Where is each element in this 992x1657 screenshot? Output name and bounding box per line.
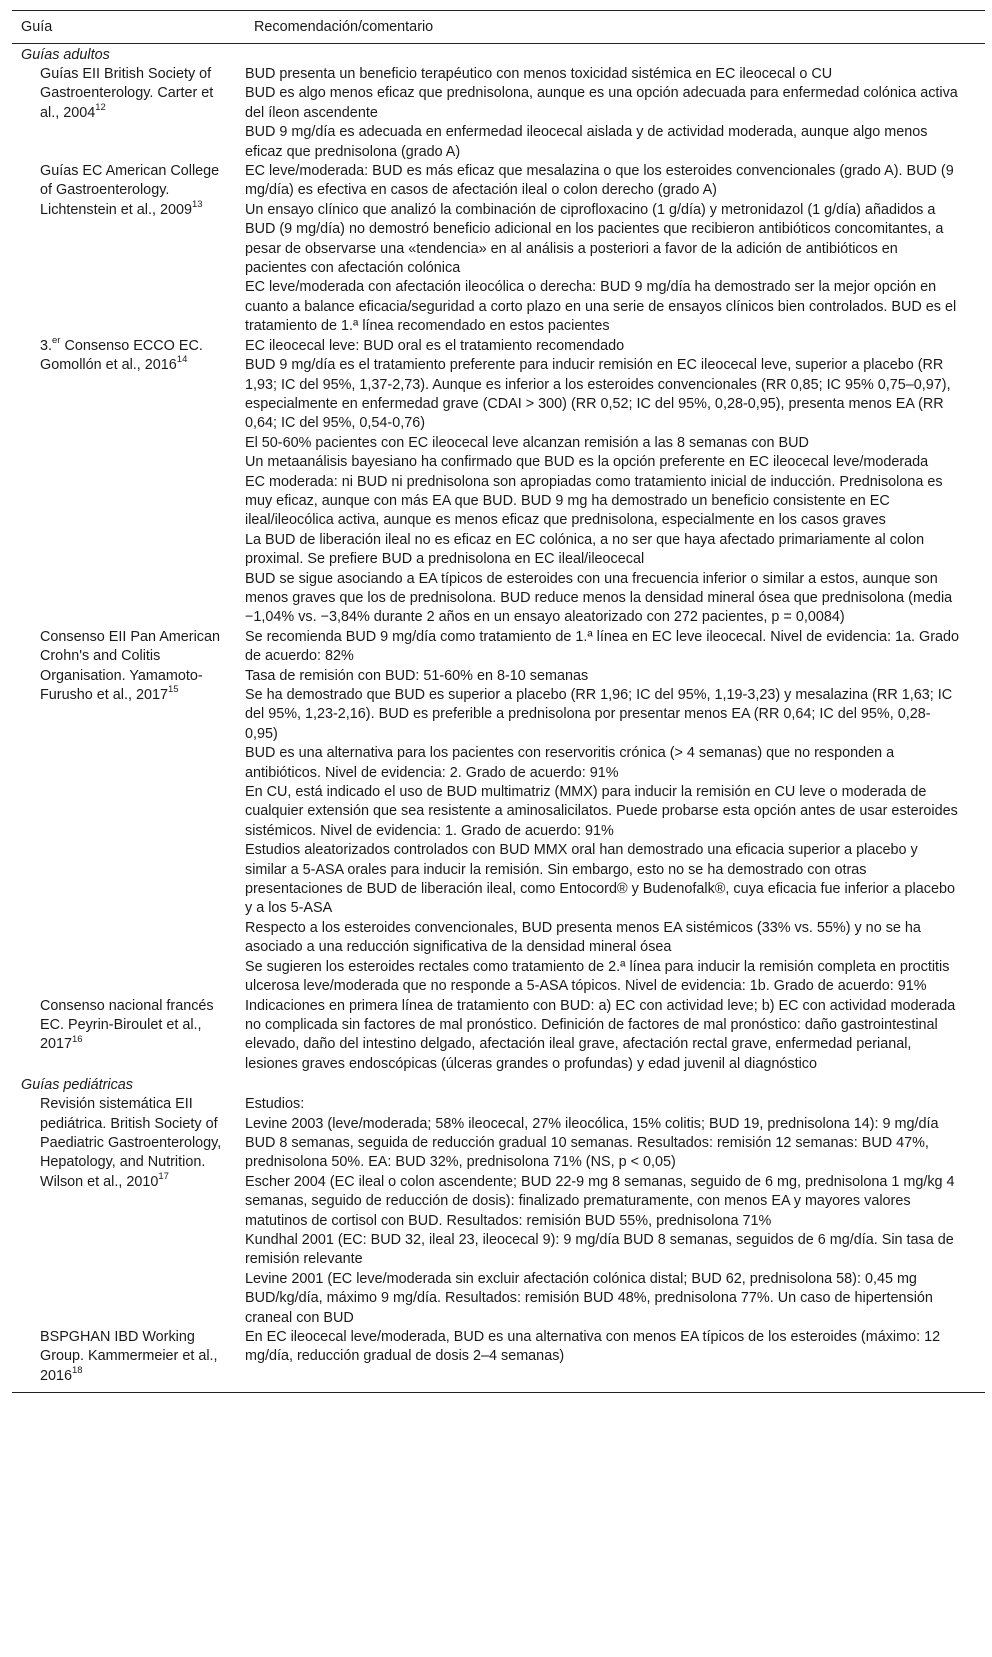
section-title: Guías pediátricas (21, 1077, 133, 1094)
recommendation-cell (245, 1328, 960, 1386)
table-row (12, 1328, 985, 1386)
recommendation-line: Estudios: (245, 1096, 305, 1113)
recommendation-line: En EC ileocecal leve/moderada, BUD es una alternativa con menos EA típicos de los esteroides (máximo: 12 mg/día, reducción gradual de dosis 2–4 semanas) (245, 1329, 941, 1365)
recommendation-line: Se sugieren los esteroides rectales como tratamiento de 2.ª línea para inducir la remisión completa en proctitis ulcerosa leve/moderada que no responde a 5-ASA tópicos. Nivel de evidencia: 1b. Grado de acuerdo: 91% (245, 958, 950, 995)
guide-name: Consenso ECCO EC. Gomollón et al., 2016 (40, 337, 203, 374)
recommendation-line: Un ensayo clínico que analizó la combinación de ciprofloxacino (1 g/día) y metronidazol (1 g/día) añadidos a BUD (9 mg/día) no demostró beneficio adicional en los pacientes que recibieron antibióticos concomitantes, a pesar de observarse una «tendencia» en al análisis a posteriori a favor de la adición de antibióticos en pacientes con afectación colónica (245, 201, 944, 277)
recommendation-line: Indicaciones en primera línea de tratamiento con BUD: a) EC con actividad leve; b) EC con actividad moderada no complicada sin factores de mal pronóstico. Definición de factores de mal pronóstico: daño gastrointestinal elevado, daño del intestino delgado, afectación ileal grave, afectación rectal grave, enfermedad perianal, lesiones graves endoscópicas (úlceras grandes o profundas) y edad juvenil al diagnóstico (245, 997, 956, 1072)
recommendation-line: Tasa de remisión con BUD: 51-60% en 8-10 semanas (245, 667, 589, 684)
recommendation-line: Respecto a los esteroides convencionales, BUD presenta menos EA sistémicos (33% vs. 55%) y no se ha asociado a una reducción significativa de la densidad mineral ósea (245, 919, 921, 956)
recommendation-line: Escher 2004 (EC ileal o colon ascendente; BUD 22-9 mg 8 semanas, seguido de 6 mg, prednisolona 1 mg/kg 4 semanas, seguido de reducción de dosis): finalizado prematuramente, con menos EA y mayores valores matutinos de cortisol con BUD. Resultados: remisión BUD 55%, prednisolona 71% (245, 1173, 955, 1229)
recommendation-cell (245, 1095, 960, 1328)
section-title: Guías adultos (21, 47, 110, 63)
recommendation-line: Se recomienda BUD 9 mg/día como tratamiento de 1.ª línea en EC leve ileocecal. Nivel de evidencia: 1a. Grado de acuerdo: 82% (245, 628, 960, 665)
recommendation-line: EC leve/moderada: BUD es más eficaz que mesalazina o que los esteroides convencionales (grado A). BUD (9 mg/día) es efectiva en casos de afectación ileal o colon derecho (grado A) (245, 163, 954, 199)
recommendations-table (12, 10, 985, 1393)
recommendation-line: EC moderada: ni BUD ni prednisolona son apropiadas como tratamiento inicial de inducción. Prednisolona es muy eficaz, aunque con más EA que BUD. BUD 9 mg ha demostrado un beneficio consistente en EC ileal/ileocólica activa, aunque es menos eficaz que prednisolona, especialmente en los casos graves (245, 473, 943, 529)
reference-number: 12 (95, 102, 106, 114)
guide-name: BSPGHAN IBD Working Group. Kammermeier et al., 2016 (40, 1329, 218, 1384)
recommendation-line: BUD 9 mg/día es el tratamiento preferente para inducir remisión en EC ileocecal leve, superior a placebo (RR 1,93; IC del 95%, 1,37-2,73). Aunque es inferior a los esteroides convencionales (RR 0,85; IC 95% 0,75–0,97), especialmente en enfermedad grave (CDAI > 300) (RR 0,52; IC del 95%, 0,28-0,95), presenta menos EA (RR 0,64; IC del 95%, 0,54-0,76) (245, 357, 951, 432)
table-row (12, 1095, 985, 1328)
guide-name: Consenso EII Pan American Crohn's and Colitis Organisation. Yamamoto-Furusho et al., 2017 (40, 628, 220, 703)
guide-name: Consenso nacional francés EC. Peyrin-Biroulet et al., 2017 (40, 997, 214, 1053)
header-recommendation: Recomendación/comentario (254, 19, 434, 35)
reference-number: 13 (192, 199, 203, 211)
table-body (12, 46, 985, 1386)
recommendation-line: BUD presenta un beneficio terapéutico con menos toxicidad sistémica en EC ileocecal o CU (245, 66, 833, 82)
reference-number: 15 (168, 684, 179, 696)
guide-name: Guías EC American College of Gastroenterology. Lichtenstein et al., 2009 (40, 163, 220, 218)
guide-cell (12, 1328, 235, 1386)
header-guide: Guía (21, 19, 53, 35)
recommendation-line: BUD es una alternativa para los pacientes con reservoritis crónica (> 4 semanas) que no responden a antibióticos. Nivel de evidencia: 2. Grado de acuerdo: 91% (245, 745, 895, 781)
recommendation-line: EC ileocecal leve: BUD oral es el tratamiento recomendado (245, 337, 625, 354)
guide-cell (12, 1095, 235, 1328)
recommendation-line: Se ha demostrado que BUD es superior a placebo (RR 1,96; IC del 95%, 1,19-3,23) y mesalazina (RR 1,63; IC del 95%, 1,23-2,16). BUD es preferible a prednisolona por presentar menos EA (RR 0,64; IC del 95%, 0,28-0,95) (245, 687, 953, 742)
table-header (12, 11, 985, 44)
recommendation-line: Kundhal 2001 (EC: BUD 32, ileal 23, ileocecal 9): 9 mg/día BUD 8 semanas, seguidos de 6 mg/día. Sin tasa de remisión relevante (245, 1231, 954, 1268)
guide-name: Revisión sistemática EII pediátrica. British Society of Paediatric Gastroenterology, Hepatology, and Nutrition. Wilson et al., 2010 (40, 1096, 222, 1190)
guide-prefix: 3. (40, 337, 53, 354)
recommendation-line: Levine 2001 (EC leve/moderada sin excluir afectación colónica distal; BUD 62, prednisolona 58): 0,45 mg BUD/kg/día, máximo 9 mg/día. Resultados: remisión BUD 48%, prednisolona 77%. Un caso de hipertensión craneal con BUD (245, 1270, 933, 1326)
recommendation-cell (245, 628, 960, 997)
recommendation-line: BUD se sigue asociando a EA típicos de esteroides con una frecuencia inferior o similar a estos, aunque son menos graves que los de prednisolona. BUD reduce menos la densidad mineral ósea que prednisolona (media −1,04% vs. −3,84% durante 2 años en un ensayo aleatorizado con 272 pacientes, p = 0,0084) (245, 570, 953, 626)
recommendation-cell (245, 337, 960, 628)
recommendation-line: BUD 9 mg/día es adecuada en enfermedad ileocecal aislada y de actividad moderada, aunque algo menos eficaz que prednisolona (grado A) (245, 124, 928, 160)
recommendation-cell (245, 162, 960, 337)
guide-prefix-superscript: er (52, 334, 61, 346)
guide-cell (12, 65, 235, 162)
recommendation-line: Estudios aleatorizados controlados con BUD MMX oral han demostrado una eficacia superior a placebo y similar a 5-ASA orales para inducir la remisión. Sin embargo, esto no se ha demostrado con otras presentaciones de BUD de liberación ileal, como Entocord® y Budenofalk®, cuya eficacia fue inferior a placebo y a los 5-ASA (245, 842, 955, 917)
recommendation-line: EC leve/moderada con afectación ileocólica o derecha: BUD 9 mg/día ha demostrado ser la mejor opción en cuanto a balance eficacia/seguridad a corto plazo en una serie de ensayos clínicos bien controlados. BUD es el tratamiento de 1.ª línea recomendado en estos pacientes (245, 279, 957, 335)
recommendation-line: Levine 2003 (leve/moderada; 58% ileocecal, 27% ileocólica, 15% colitis; BUD 19, prednisolona 14): 9 mg/día BUD 8 semanas, seguida de reducción gradual 10 semanas. Resultados: remisión 12 semanas: BUD 47%, prednisolona 50%. EA: BUD 32%, prednisolona 71% (NS, p < 0,05) (245, 1115, 939, 1171)
reference-number: 18 (72, 1365, 83, 1377)
table-row (12, 628, 985, 997)
recommendation-cell (245, 65, 960, 162)
table-row (12, 334, 985, 628)
reference-number: 16 (72, 1033, 83, 1045)
guide-cell (12, 997, 235, 1075)
guide-name: Guías EII British Society of Gastroenterology. Carter et al., 2004 (40, 66, 214, 121)
table-row (12, 65, 985, 162)
reference-number: 17 (158, 1170, 169, 1182)
guide-cell (12, 628, 235, 997)
recommendation-line: Un metaanálisis bayesiano ha confirmado que BUD es la opción preferente en EC ileocecal leve/moderada (245, 454, 929, 471)
guide-cell (12, 334, 235, 628)
table-row (12, 997, 985, 1075)
reference-number: 14 (176, 354, 188, 366)
recommendation-line: La BUD de liberación ileal no es eficaz en EC colónica, a no ser que haya afectado primariamente al colon proximal. Se prefiere BUD a prednisolona en EC ileal/ileocecal (245, 531, 925, 568)
table-row (12, 162, 985, 337)
recommendation-line: En CU, está indicado el uso de BUD multimatriz (MMX) para inducir la remisión en CU leve o moderada de cualquier extensión que sea resistente a aminosalicilatos. Puede probarse esta opción antes de usar esteroides sistémicos. Nivel de evidencia: 1. Grado de acuerdo: 91% (245, 784, 958, 839)
recommendation-line: BUD es algo menos eficaz que prednisolona, aunque es una opción adecuada para enfermedad colónica activa del íleon ascendente (245, 85, 958, 121)
recommendation-line: El 50-60% pacientes con EC ileocecal leve alcanzan remisión a las 8 semanas con BUD (245, 434, 809, 451)
guide-cell (12, 162, 235, 337)
recommendation-cell (245, 997, 960, 1075)
table-bottom-rule (12, 1392, 985, 1393)
